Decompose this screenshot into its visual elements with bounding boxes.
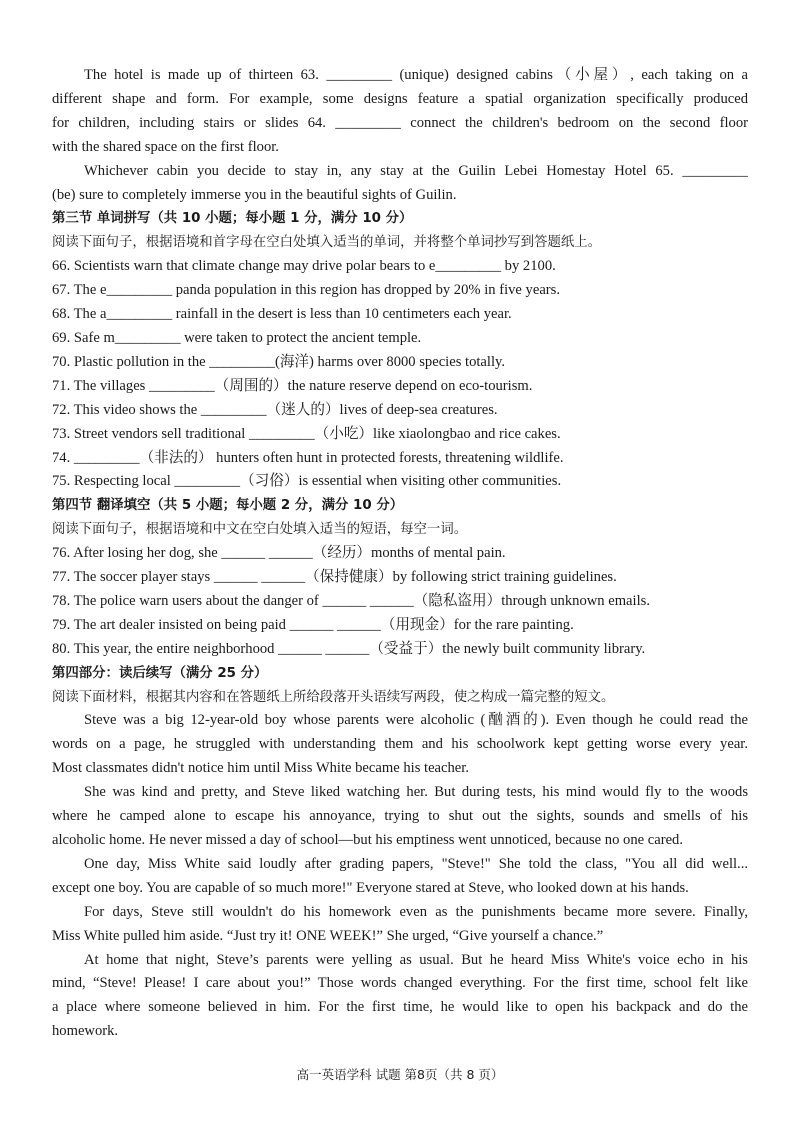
story-line: alcoholic home. He never missed a day of school—but his emptiness went unnoticed, because no one cared.: [52, 832, 683, 848]
story-line: a place where someone believed in him. For the first time, he would like to open his backpack and do the: [52, 999, 748, 1016]
passage-intro: [52, 64, 748, 207]
story-paragraph: [52, 709, 748, 781]
section-instruction: 阅读下面句子，根据语境和中文在空白处填入适当的短语，每空一词。: [52, 522, 468, 538]
story-line: At home that night, Steve’s parents were yelling as usual. But he heard Miss White's voice echo in his: [84, 951, 748, 968]
story-paragraph: [52, 781, 748, 853]
story-line: except one boy. You are capable of so much more!" Everyone stared at Steve, who looked down at his hands.: [52, 879, 689, 896]
section-title: 第四部分：读后续写（满分 25 分）: [52, 665, 268, 681]
question-item: 70. Plastic pollution in the _________(海洋) harms over 8000 species totally.: [52, 353, 506, 370]
page-content: [52, 64, 748, 1044]
question-item: 73. Street vendors sell traditional _________（小吃）like xiaolongbao and rice cakes.: [52, 425, 561, 442]
question-item: 71. The villages _________（周围的）the nature reserve depend on eco-tourism.: [52, 377, 533, 394]
question-item: 77. The soccer player stays ______ ______（保持健康）by following strict training guidelines.: [52, 569, 617, 586]
question-item: 67. The e_________ panda population in this region has dropped by 20% in five years.: [52, 282, 560, 299]
section-title: 第四节 翻译填空（共 5 小题；每小题 2 分，满分 10 分）: [52, 498, 404, 514]
question-item: 80. This year, the entire neighborhood ______ ______（受益于）the newly built community library.: [52, 640, 646, 657]
page-footer: 高一英语学科 试题 第8页（共 8 页）: [296, 1067, 504, 1082]
story-line: Most classmates didn't notice him until Miss White became his teacher.: [52, 760, 469, 777]
story-line: where he camped alone to escape his annoyance, trying to shut out the sights, sounds and smells of his: [52, 808, 748, 825]
section-word-spelling: [52, 207, 748, 494]
section-translation: [52, 494, 748, 661]
story-paragraph: [52, 853, 748, 901]
passage-line: different shape and form. For example, some designs feature a spatial organization specifically produced: [52, 90, 748, 107]
story-line: words on a page, he struggled with understanding them and his schoolwork kept getting worse every year.: [52, 736, 748, 753]
story-line: Steve was a big 12-year-old boy whose parents were alcoholic (酗酒的). Even though he could read the: [84, 712, 748, 729]
question-item: 72. This video shows the _________（迷人的）lives of deep-sea creatures.: [52, 401, 498, 418]
question-item: 69. Safe m_________ were taken to protect the ancient temple.: [52, 329, 422, 346]
question-item: 68. The a_________ rainfall in the desert is less than 10 centimeters each year.: [52, 306, 512, 323]
section-instruction: 阅读下面材料，根据其内容和在答题纸上所给段落开头语续写两段，使之构成一篇完整的短文。: [52, 689, 615, 705]
question-item: 66. Scientists warn that climate change may drive polar bears to e_________ by 2100.: [52, 258, 556, 275]
question-item: 75. Respecting local _________（习俗）is essential when visiting other communities.: [52, 473, 562, 490]
question-item: 79. The art dealer insisted on being paid ______ ______（用现金）for the rare painting.: [52, 616, 574, 633]
passage-line: (be) sure to completely immerse you in the beautiful sights of Guilin.: [52, 186, 457, 203]
story-line: One day, Miss White said loudly after grading papers, "Steve!" She told the class, "You all did well...: [84, 855, 748, 872]
question-item: 74. _________（非法的） hunters often hunt in protected forests, threatening wildlife.: [52, 449, 564, 466]
section-continuation-writing: [52, 662, 748, 1045]
story-paragraph: [52, 901, 748, 949]
story-line: Miss White pulled him aside. “Just try it! ONE WEEK!” She urged, “Give yourself a chance.”: [52, 927, 604, 944]
story-line: She was kind and pretty, and Steve liked watching her. But during tests, his mind would fly to the woods: [84, 784, 748, 801]
passage-line: with the shared space on the first floor.: [52, 138, 279, 155]
story-paragraph: [52, 949, 748, 1045]
section-title: 第三节 单词拼写（共 10 小题；每小题 1 分，满分 10 分）: [52, 211, 413, 227]
passage-line: for children, including stairs or slides 64. _________ connect the children's bedroom on the second floor: [52, 114, 748, 131]
question-item: 76. After losing her dog, she ______ ______（经历）months of mental pain.: [52, 545, 506, 562]
story-line: mind, “Steve! Please! I care about you!” Those words changed everything. For the first time, school felt like: [52, 975, 748, 992]
story-line: homework.: [52, 1023, 119, 1040]
story-line: For days, Steve still wouldn't do his homework even as the punishments became more severe. Finally,: [84, 903, 748, 920]
section-instruction: 阅读下面句子，根据语境和首字母在空白处填入适当的单词，并将整个单词抄写到答题纸上。: [52, 235, 602, 251]
passage-line: The hotel is made up of thirteen 63. _________ (unique) designed cabins（小屋）, each taking on a: [84, 67, 748, 83]
passage-line: Whichever cabin you decide to stay in, any stay at the Guilin Lebei Homestay Hotel 65. _________: [84, 162, 748, 179]
question-item: 78. The police warn users about the danger of ______ ______（隐私盗用）through unknown emails.: [52, 592, 650, 609]
